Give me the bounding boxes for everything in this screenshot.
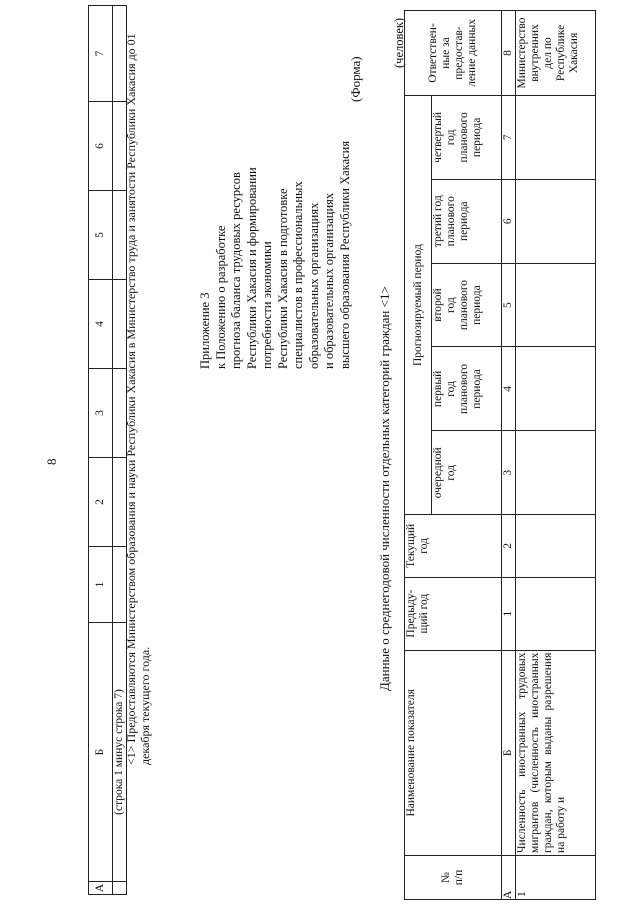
index-cell: 3 [502,431,516,515]
index-cell: 1 [502,577,516,650]
continuation-col-3: 3 [89,369,113,458]
row-cell-current-year [516,515,596,577]
appendix-line: потребности экономики [260,241,274,369]
form-label: (Форма) [348,56,363,102]
continuation-col-5: 5 [89,191,113,280]
continuation-cell [113,882,127,895]
appendix-line: образовательных организациях [306,202,321,369]
appendix-block [198,39,353,369]
continuation-cell-label: (строка 1 минус строка 7) [113,623,127,882]
header-plan-year-1: первый год планового периода [432,347,502,431]
page-number: 8 [44,458,59,465]
row-indicator-name: Численность иностранных трудовых мигрантов (численность иностранных граждан, которым выданы разрешения на работу и [516,650,596,855]
row-cell-plan-year-3 [516,179,596,263]
index-cell: 6 [502,179,516,263]
appendix-line: специалистов в профессиональных [291,181,305,369]
unit-label: (человек) [392,17,406,68]
index-cell: Б [502,650,516,855]
index-cell: 7 [502,95,516,179]
row-cell-plan-year-4 [516,95,596,179]
index-cell: 4 [502,347,516,431]
header-indicator-name: Наименование показателя [405,650,502,855]
header-plan-year-3: третий год планового периода [432,179,502,263]
header-previous-year: Предыду- щий год [405,577,502,650]
header-plan-year-4: четвертый год планового периода [432,95,502,179]
table-row [516,11,596,900]
appendix-line: Республики Хакасия в подготовке [275,188,290,369]
appendix-line: и образовательных организациях [322,192,336,369]
header-forecast-period: Прогнозируемый период [405,95,432,514]
row-responsible: Министерство внутренних дел по Республике Хакасия [516,11,596,96]
main-table-index-row [502,11,516,900]
continuation-table-header-row [89,6,113,895]
index-cell: 2 [502,515,516,577]
row-cell-plan-year-1 [516,347,596,431]
appendix-line: прогноза баланса трудовых ресурсов [229,172,243,369]
continuation-col-7: 7 [89,6,113,102]
continuation-col-1: 1 [89,547,113,623]
appendix-line: Республики Хакасия и формировании [244,167,259,369]
row-cell-previous-year [516,577,596,650]
document-title: Данные о среднегодовой численности отдельных категорий граждан <1> [377,286,392,691]
header-next-year: очередной год [432,431,502,515]
index-cell: 5 [502,263,516,347]
continuation-col-b: Б [89,623,113,882]
continuation-col-4: 4 [89,280,113,369]
main-data-table [404,10,596,900]
index-cell: 8 [502,11,516,96]
header-responsible: Ответствен- ные за предостав- ление данных [405,11,502,96]
footnote: <1> Предоставляются Министерством образования и науки Республики Хакасия в Министерство труда и занятости Республики Хакасия до 01 декабря текущего года. [124,33,152,765]
index-cell: А [502,855,516,899]
appendix-title: Приложение 3 [198,292,212,369]
continuation-col-2: 2 [89,458,113,547]
appendix-line: высшего образования Республики Хакасия [337,140,352,369]
header-current-year: Текущий год [405,515,502,577]
appendix-line: к Положению о разработке [213,225,228,369]
row-cell-next-year [516,431,596,515]
continuation-col-a: А [89,882,113,895]
row-cell-plan-year-2 [516,263,596,347]
continuation-col-6: 6 [89,102,113,191]
header-plan-year-2: второй год планового периода [432,263,502,347]
row-number: 1 [516,855,596,899]
header-row-number: № п/п [405,855,502,899]
main-table-header-row-1 [405,11,432,900]
continuation-table [88,5,127,895]
